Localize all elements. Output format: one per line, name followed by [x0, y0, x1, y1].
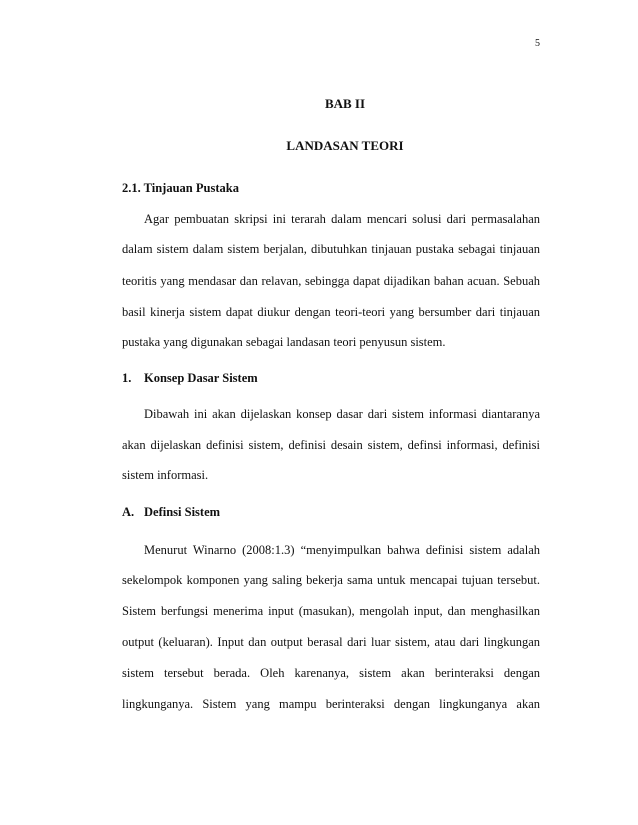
section-number: 1.	[122, 371, 132, 385]
paragraph-line: Agar pembuatan skripsi ini terarah dalam mencari solusi dari permasalahan	[144, 212, 540, 226]
section-title: Konsep Dasar Sistem	[144, 371, 258, 385]
paragraph-line: pustaka yang digunakan sebagai landasan teori penyusun sistem.	[122, 335, 446, 349]
paragraph-line: Dibawah ini akan dijelaskan konsep dasar dari sistem informasi diantaranya	[144, 407, 540, 421]
paragraph-line: sistem informasi.	[122, 468, 209, 482]
chapter-title: BAB II	[324, 96, 366, 111]
paragraph-line: basil kinerja sistem dapat diukur dengan teori-teori yang bersumber dari tinjauan	[122, 305, 540, 319]
paragraph-line: Menurut Winarno (2008:1.3) “menyimpulkan bahwa definisi sistem adalah	[144, 543, 540, 557]
page-number: 5	[535, 38, 540, 49]
chapter-subtitle: LANDASAN TEORI	[286, 138, 404, 153]
section-number: A.	[122, 505, 135, 519]
section-heading-konsep-dasar-sistem	[122, 371, 258, 386]
paragraph-line: output (keluaran). Input dan output berasal dari luar sistem, atau dari lingkungan	[122, 635, 540, 649]
paragraph-line: teoritis yang mendasar dan relavan, sebingga dapat dijadikan bahan acuan. Sebuah	[122, 274, 540, 288]
section-heading-definsi-sistem	[122, 505, 220, 520]
section-heading-tinjauan-pustaka: 2.1. Tinjauan Pustaka	[122, 181, 239, 195]
section-title: Definsi Sistem	[144, 505, 221, 519]
paragraph-line: akan dijelaskan definisi sistem, definisi desain sistem, definsi informasi, definisi	[122, 438, 540, 452]
paragraph-line: sistem tersebut berada. Oleh karenanya, sistem akan berinteraksi dengan	[122, 666, 540, 680]
paragraph-line: dalam sistem dalam sistem berjalan, dibutuhkan tinjauan pustaka sebagai tinjauan	[122, 242, 540, 256]
paragraph-line: sekelompok komponen yang saling bekerja sama untuk mencapai tujuan tersebut.	[122, 573, 540, 587]
paragraph-line: lingkunganya. Sistem yang mampu berinteraksi dengan lingkunganya akan	[122, 697, 540, 711]
paragraph-line: Sistem berfungsi menerima input (masukan), mengolah input, dan menghasilkan	[122, 604, 540, 618]
